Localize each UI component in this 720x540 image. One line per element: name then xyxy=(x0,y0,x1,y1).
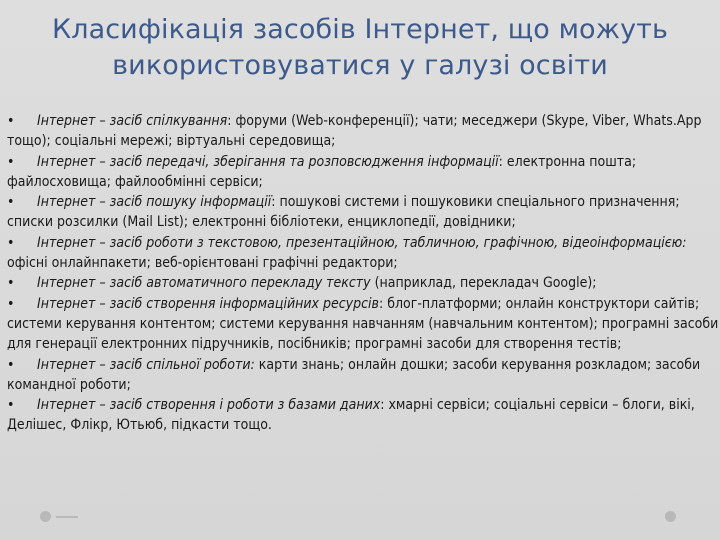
list-item xyxy=(7,111,719,152)
list-item xyxy=(7,273,719,293)
list-item xyxy=(7,152,719,193)
list-item xyxy=(7,355,719,396)
item-text: (наприклад, перекладач Google); xyxy=(370,275,597,292)
decorative-line xyxy=(56,516,78,518)
list-item xyxy=(7,395,719,436)
item-text: : форуми (Web-конференції); чати; меседжери (Skype, Viber, Whats.App тощо); соціальні мережі; віртуальні середовища; xyxy=(7,113,702,150)
list-item xyxy=(7,192,719,233)
bullet-icon: • xyxy=(7,234,15,251)
item-term: Інтернет – засіб пошуку інформації xyxy=(37,194,272,211)
item-term: Інтернет – засіб роботи з текстовою, презентаційною, табличною, графічною, відеоінформацією: xyxy=(37,234,687,251)
bullet-icon: • xyxy=(7,295,15,312)
list-item xyxy=(7,294,719,355)
item-term: Інтернет – засіб спільної роботи: xyxy=(37,356,255,373)
item-text: офісні онлайнпакети; веб-орієнтовані графічні редактори; xyxy=(7,255,398,272)
bullet-icon: • xyxy=(7,194,15,211)
item-term: Інтернет – засіб автоматичного перекладу тексту xyxy=(37,275,371,292)
slide-title xyxy=(0,12,720,84)
bullet-icon: • xyxy=(7,397,15,414)
decorative-dot-right xyxy=(665,511,676,522)
decorative-dot-left xyxy=(40,511,51,522)
bullet-icon: • xyxy=(7,356,15,373)
bullet-list xyxy=(7,111,719,436)
item-text: карти знань; онлайн дошки; засоби керування розкладом; засоби командної роботи; xyxy=(7,356,701,393)
item-term: Інтернет – засіб спілкування xyxy=(37,113,228,129)
item-text: : хмарні сервіси; соціальні сервіси – блоги, вікі, Делішес, Флікр, Ютьюб, підкасти тощо. xyxy=(7,397,695,434)
bullet-icon: • xyxy=(7,113,15,129)
title-line-1: Класифікація засобів Інтернет, що можуть xyxy=(51,14,669,45)
item-text: : електронна пошта; файлосховища; файлообмінні сервіси; xyxy=(7,153,637,190)
item-term: Інтернет – засіб передачі, зберігання та розповсюдження інформації xyxy=(37,153,499,170)
item-text: : пошукові системи і пошуковики спеціального призначення; списки розсилки (Mail List); електронні бібліотеки, енциклопедії, довідники; xyxy=(7,194,680,231)
bullet-icon: • xyxy=(7,153,15,170)
title-line-2: використовуватися у галузі освіти xyxy=(112,50,608,81)
item-term: Інтернет – засіб створення і роботи з базами даних xyxy=(37,397,381,414)
list-item xyxy=(7,233,719,274)
item-text: : блог-платформи; онлайн конструктори сайтів; системи керування контентом; системи керування навчанням (навчальним контентом); програмні засоби для генерації електронних підручників, посібників; програмні засоби для створення тестів; xyxy=(7,295,719,353)
item-term: Інтернет – засіб створення інформаційних ресурсів xyxy=(37,295,379,312)
bullet-icon: • xyxy=(7,275,15,292)
